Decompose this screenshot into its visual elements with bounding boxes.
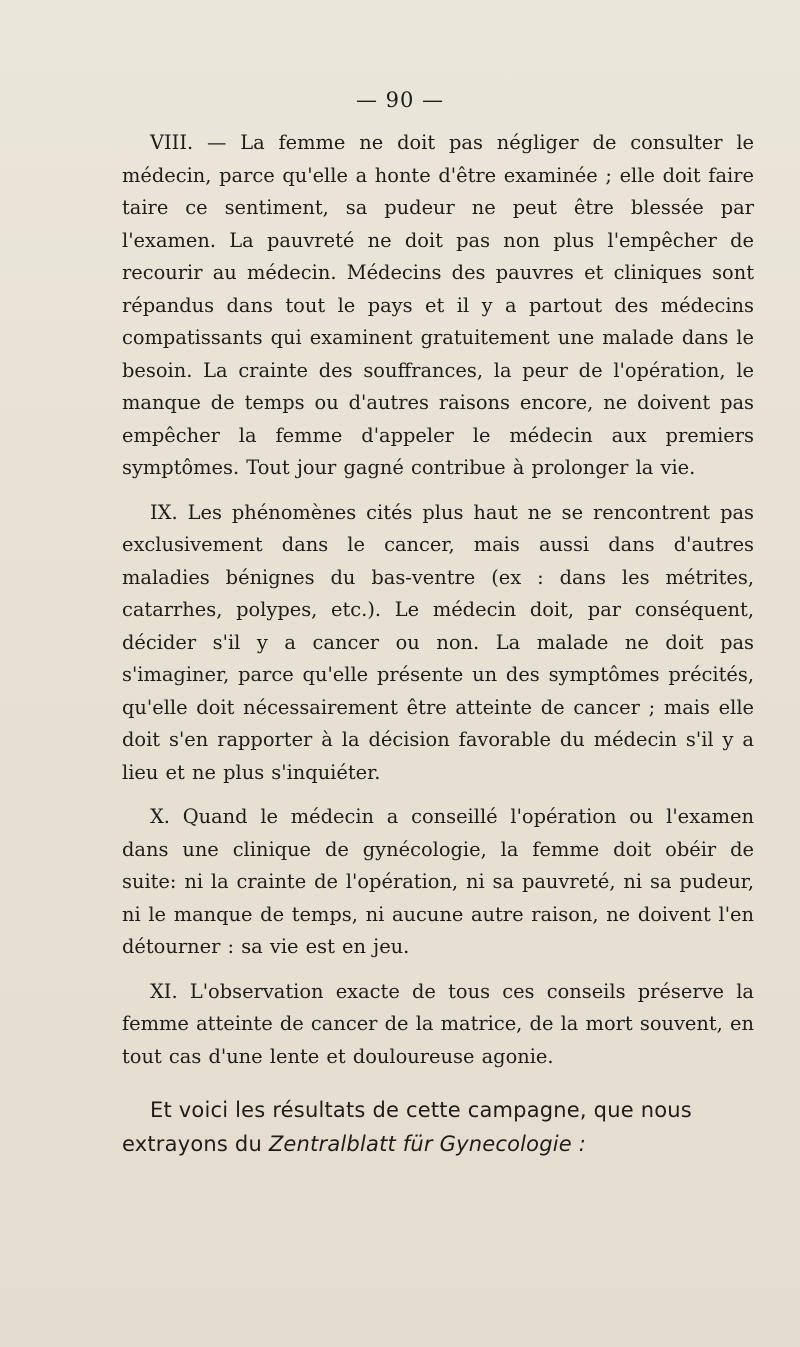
journal-title: Zentralblatt für Gynecologie : (268, 1132, 587, 1156)
paragraph-xi: XI. L'observation exacte de tous ces conseils préserve la femme atteinte de cancer de la matrice, de la mort souvent, en tout cas d'une lente et douloureuse agonie. (122, 979, 754, 1068)
paragraph-x: X. Quand le médecin a conseillé l'opération ou l'examen dans une clinique de gynécologie, la femme doit obéir de suite: ni la crainte de l'opération, ni sa pauvreté, ni sa pudeur, ni le manque de temps, ni aucune autre raison, ne doivent l'en détourner : sa vie est en jeu. (122, 805, 754, 958)
paragraph-ix: IX. Les phénomènes cités plus haut ne se rencontrent pas exclusivement dans le cancer, mais aussi dans d'autres maladies bénignes du bas-ventre (ex : dans les métrites, catarrhes, polypes, etc.). Le médecin doit, par conséquent, décider s'il y a cancer ou non. La malade ne doit pas s'imaginer, parce qu'elle présente un des symptômes précités, qu'elle doit nécessairement être atteinte de cancer ; mais elle doit s'en rapporter à la décision favorable du médecin s'il y a lieu et ne plus s'inquiéter. (122, 500, 754, 784)
paragraph-viii: VIII. — La femme ne doit pas négliger de consulter le médecin, parce qu'elle a honte d'être examinée ; elle doit faire taire ce sentiment, sa pudeur ne peut être blessée par l'examen. La pauvreté ne doit pas non plus l'empêcher de recourir au médecin. Médecins des pauvres et cliniques sont répandus dans tout le pays et il y a partout des médecins compatissants qui examinent gratuitement une malade dans le besoin. La crainte des souffrances, la peur de l'opération, le manque de temps ou d'autres raisons encore, ne doivent pas empêcher la femme d'appeler le médecin aux premiers symptômes. Tout jour gagné contribue à prolonger la vie. (122, 131, 754, 479)
body-text (122, 125, 754, 1182)
page-number: — 90 — (355, 88, 445, 112)
closing-paragraph (122, 1093, 754, 1161)
closing-lead-text: Et voici les résultats de cette campagne, que nous extrayons du (122, 1098, 692, 1156)
